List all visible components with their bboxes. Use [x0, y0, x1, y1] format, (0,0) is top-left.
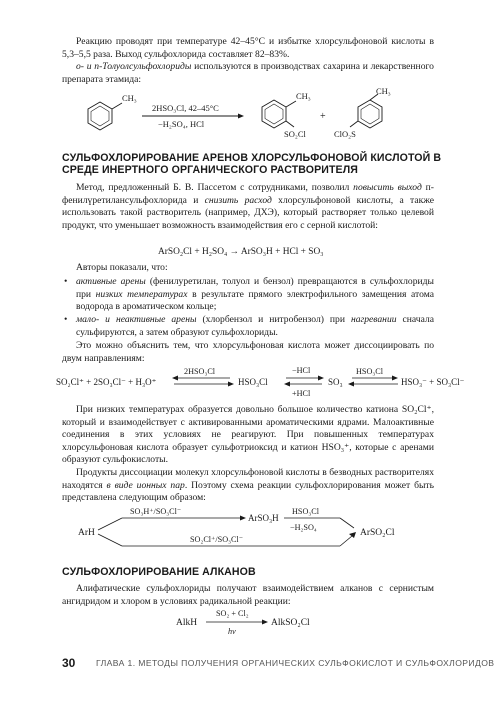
dissociation-arrow1-label: 2HSO₃Cl — [184, 367, 216, 376]
intro-paragraph-1: Реакцию проводят при температуре 42–45°С и избытке хлорсульфоновой кислоты в 5,3–5,5 раза. Выход сульфохлорида составляет 82–83%. — [62, 36, 434, 60]
alkane-sulfochlorination-equation — [176, 606, 336, 640]
ion-pair-scheme — [78, 506, 438, 554]
s1p1-italic-2: снизить расход — [204, 194, 272, 206]
bullet-dot: • — [64, 276, 68, 287]
ortho-product-structure — [262, 100, 296, 128]
bullet1-text-a: (фенилуретилан, толуол и бензол) превращаются в сульфохлориды при — [76, 276, 434, 300]
toluene-sulfochlorination-scheme — [60, 86, 440, 144]
section1-paragraph-2: Авторы показали, что: — [76, 262, 168, 273]
equation-decomposition: ArSO₂Cl + H₂SO₄ → ArSO₃H + HCl + SO₃ — [158, 247, 324, 257]
s1p5-text-a: Продукты диссоциации молекул хлорсульфоновой кислоты в безводных растворителях находятся — [62, 467, 434, 491]
alkane-reactant: AlkH — [176, 618, 198, 628]
bullet-active-arenes — [62, 276, 434, 314]
intro-paragraph-2 — [62, 61, 434, 86]
dissociation-arrow3-label: HSO₃Cl — [356, 367, 383, 376]
dissociation-equation — [56, 364, 465, 402]
bullet1-italic: активные арены — [76, 276, 146, 287]
scheme-upper-label: SO₃H⁺/SO₃Cl⁻ — [130, 507, 182, 516]
para-product-sulfonyl: ClO₂S — [334, 129, 356, 139]
bullet1-italic-2: низких температурах — [95, 288, 188, 300]
ortho-product-methyl: CH₃ — [296, 91, 311, 101]
dissociation-arrow2-top: −HCl — [292, 366, 311, 375]
bullet2-text-b: сначала сульфируются, а затем образуют сульфохлориды. — [76, 314, 434, 338]
bullet-dot: • — [64, 314, 68, 325]
bullet-inactive-arenes — [62, 314, 434, 339]
reactant-substituent: CH₃ — [122, 93, 137, 103]
dissociation-arrow2-bottom: +HCl — [292, 389, 311, 398]
section2-paragraph-1: Алифатические сульфохлориды получают взаимодействием алканов с сернистым ангидридом и хлором в условиях радикальной реакции: — [62, 583, 434, 607]
dissociation-left: SO₂Cl⁺ + 2SO₃Cl⁻ + H₃O⁺ — [56, 377, 157, 387]
intro-italic-term: о- и п-Толуолсульфохлориды — [76, 61, 192, 72]
scheme1-arrow-top: 2HSO₃Cl, 42–45°C — [152, 103, 219, 113]
section1-paragraph-3: Это можно объяснить тем, что хлорсульфоновая кислота может диссоциировать по двум направлениям: — [62, 340, 434, 364]
scheme-product: ArSO₂Cl — [360, 528, 395, 538]
intro-paragraph-2-text: используются в производствах сахарина и лекарственного препарата этамида: — [62, 61, 434, 85]
s1p5-text-b: . Поэтому схема реакции сульфохлорирования может быть представлена следующим образом: — [62, 479, 434, 504]
scheme1-plus: + — [320, 111, 326, 122]
bullet1-text-b: в результате прямого электрофильного замещения атома водорода в ароматическом кольце; — [76, 288, 434, 313]
scheme-mid-top: HSO₃Cl — [292, 507, 319, 516]
toluene-structure — [88, 102, 122, 130]
scheme1-arrow-bottom: −H₂SO₄, HCl — [158, 119, 205, 129]
scheme-arso3h: ArSO₃H — [248, 513, 279, 523]
alkane-arrow-top: SO₂ + Cl₂ — [216, 609, 249, 618]
ortho-product-sulfonyl: SO₂Cl — [284, 129, 306, 139]
para-product-structure — [350, 94, 382, 128]
dissociation-center: HSO₃Cl — [238, 377, 268, 387]
section1-paragraph-1 — [62, 182, 434, 232]
s1p5-italic: в виде ионных пар — [106, 479, 185, 491]
scheme-lower-label: SO₂Cl⁺/SO₃Cl⁻ — [190, 535, 244, 544]
section1-paragraph-4: При низких температурах образуется довольно большое количество катиона SO₂Cl⁺, который и взаимодействует с активированными ароматическими ядрами. Малоактивные соединения в этих условиях не реагируют. При повышенных температурах хлорсульфоновая кислота образует сульфотриоксид и катион HSO₃⁺, которые с аренами образуют сульфокислоты. — [62, 404, 434, 466]
page-number: 30 — [62, 656, 76, 670]
section-heading-arenes: СУЛЬФОХЛОРИРОВАНИЕ АРЕНОВ ХЛОРСУЛЬФОНОВОЙ КИСЛОТОЙ В СРЕДЕ ИНЕРТНОГО ОРГАНИЧЕСКОГО РАСТВОРИТЕЛЯ — [62, 152, 442, 177]
s1p1-text-b: п-фенилүретиланcульфохлорида и — [62, 182, 434, 206]
bullet2-text-a: (хлорбензол и нитробензол) при — [196, 314, 351, 325]
alkane-arrow-bottom: hν — [228, 627, 236, 636]
dissociation-right: HSO₃⁻ + SO₃Cl⁻ — [401, 377, 465, 387]
s1p1-text-c: хлорсульфоновой кислоты, а также использовать такой растворитель (например, ДХЭ), который растворяет только целевой продукт, что уменьшает возможность взаимодействия его с серной кислотой: — [62, 194, 435, 231]
bullet2-italic-2: нагревании — [350, 314, 397, 325]
section-heading-alkanes: СУЛЬФОХЛОРИРОВАНИЕ АЛКАНОВ — [62, 566, 256, 578]
alkane-product: AlkSO₂Cl — [271, 618, 310, 628]
bullet2-italic: мало- и неактивные арены — [76, 314, 197, 325]
s1p1-text-a: Метод, предложенный Б. В. Пассетом с сотрудниками, позволил — [76, 182, 354, 193]
dissociation-so3: SO₃ — [328, 377, 343, 387]
s1p1-italic-1: повысить выход — [353, 182, 422, 193]
para-product-methyl: CH₃ — [376, 86, 391, 96]
running-footer: ГЛАВА 1. МЕТОДЫ ПОЛУЧЕНИЯ ОРГАНИЧЕСКИХ СУЛЬФОКИСЛОТ И СУЛЬФОХЛОРИДОВ — [96, 658, 495, 668]
scheme-mid-bottom: −H₂SO₄ — [290, 523, 317, 532]
section1-paragraph-5 — [62, 467, 434, 505]
scheme-arh: ArH — [78, 528, 95, 538]
